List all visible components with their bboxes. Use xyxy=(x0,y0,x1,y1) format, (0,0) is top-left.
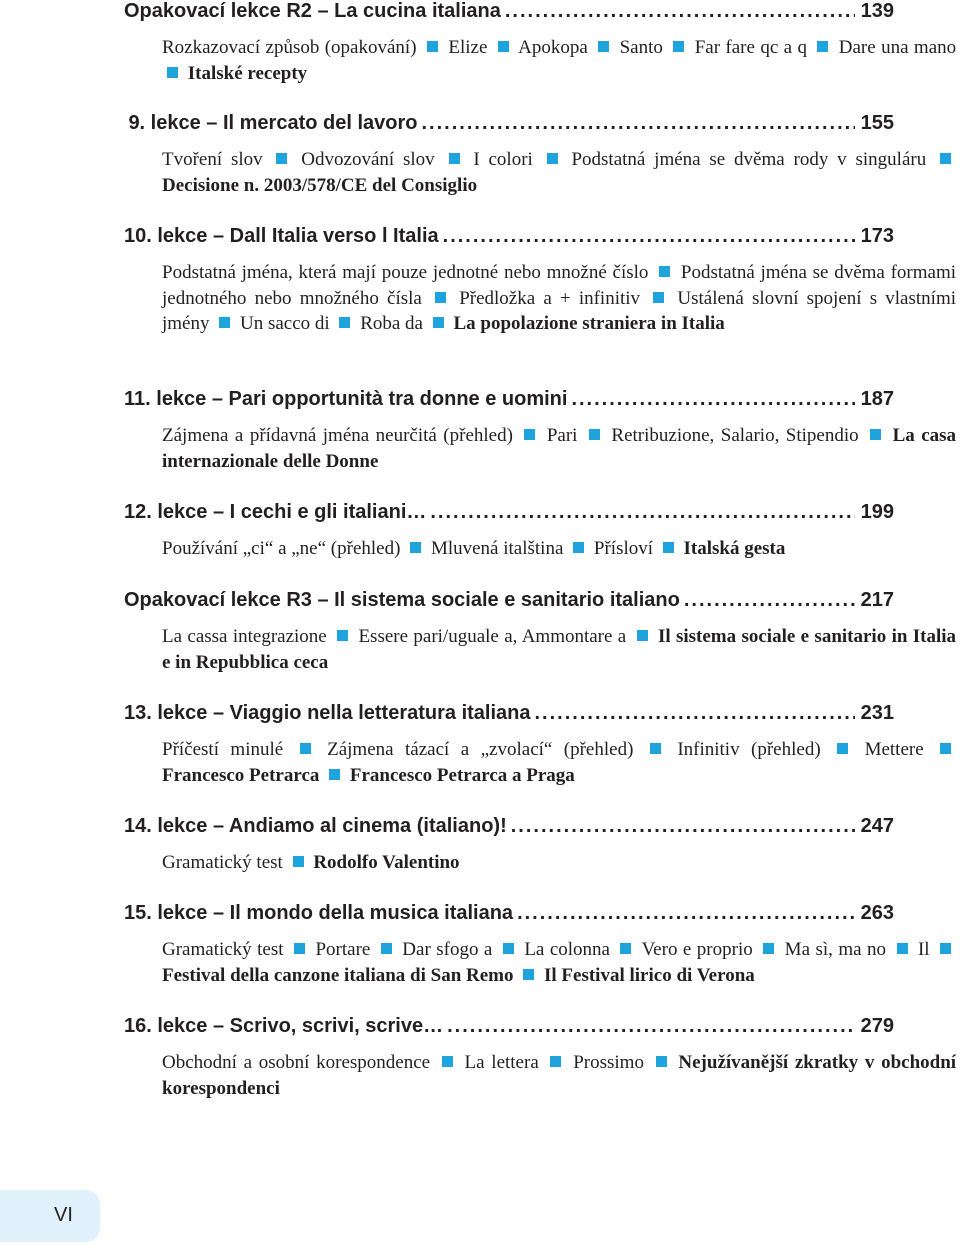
square-bullet-icon xyxy=(637,630,648,641)
topic-item: Předložka a + infinitiv xyxy=(459,287,641,309)
topic-item: La colonna xyxy=(524,939,610,960)
entry-title: 12. lekce – I cechi e gli italiani… xyxy=(124,501,427,523)
topic-item: Podstatná jména, která mají pouze jednotné nebo množné číslo xyxy=(162,262,649,283)
entry-topics xyxy=(162,147,956,198)
square-bullet-icon xyxy=(410,542,421,553)
square-bullet-icon xyxy=(339,317,350,328)
entry-topics xyxy=(162,260,956,337)
entry-title: 13. lekce – Viaggio nella letteratura italiana xyxy=(124,702,531,724)
square-bullet-icon xyxy=(523,969,534,980)
square-bullet-icon xyxy=(659,266,670,277)
square-bullet-icon xyxy=(598,41,609,52)
toc-entry-heading[interactable] xyxy=(124,388,894,416)
topic-item: Gramatický test xyxy=(162,939,284,960)
leader-dots xyxy=(534,702,854,725)
topic-item: Retribuzione, Salario, Stipendio xyxy=(611,425,859,446)
entry-topics xyxy=(162,850,956,876)
topic-item: Italská gesta xyxy=(683,538,786,559)
square-bullet-icon xyxy=(620,943,631,954)
topic-item: La popolazione straniera in Italia xyxy=(453,313,725,334)
leader-dots xyxy=(505,0,855,23)
entry-page-number: 263 xyxy=(860,902,894,924)
entry-title: 15. lekce – Il mondo della musica italiana xyxy=(124,902,514,924)
topic-item: La cassa integrazione xyxy=(162,626,327,647)
toc-entry-heading[interactable] xyxy=(124,589,894,617)
entry-page-number: 155 xyxy=(860,112,894,134)
topic-item: Il sistema sociale e sanitario in Italia e in Repubblica ceca xyxy=(162,626,957,673)
topic-item: Far fare qc a q xyxy=(694,37,807,58)
topic-item: Používání „ci“ a „ne“ (přehled) xyxy=(162,538,401,559)
leader-dots xyxy=(421,112,854,135)
topic-item: Odvozování slov xyxy=(301,149,435,170)
square-bullet-icon xyxy=(897,943,908,954)
square-bullet-icon xyxy=(653,292,664,303)
square-bullet-icon xyxy=(573,542,584,553)
square-bullet-icon xyxy=(940,743,951,754)
entry-title: Opakovací lekce R3 – Il sistema sociale e sanitario italiano xyxy=(124,589,680,611)
topic-item: Ustálená slovní spojení s vlastními jmény xyxy=(162,287,956,334)
toc-entry-heading[interactable] xyxy=(124,815,894,843)
topic-item: Mettere xyxy=(864,739,924,760)
leader-dots xyxy=(684,589,855,612)
square-bullet-icon xyxy=(940,153,951,164)
square-bullet-icon xyxy=(547,153,558,164)
entry-page-number: 279 xyxy=(860,1015,894,1037)
square-bullet-icon xyxy=(427,41,438,52)
entry-title: 10. lekce – Dall Italia verso l Italia xyxy=(124,225,439,247)
toc-entry-heading[interactable] xyxy=(124,902,894,930)
square-bullet-icon xyxy=(167,67,178,78)
topic-item: Rozkazovací způsob (opakování) xyxy=(162,37,417,58)
entry-title: 11. lekce – Pari opportunità tra donne e uomini xyxy=(124,388,568,410)
toc-entry-heading[interactable] xyxy=(124,702,894,730)
square-bullet-icon xyxy=(550,1056,561,1067)
entry-page-number: 187 xyxy=(860,388,894,410)
topic-item: Francesco Petrarca a Praga xyxy=(349,764,575,786)
topic-item: La casa internazionale delle Donne xyxy=(162,425,957,472)
topic-item: Italské recepty xyxy=(187,62,308,84)
topic-item: Dare una mano xyxy=(838,37,957,58)
leader-dots xyxy=(447,1015,855,1038)
square-bullet-icon xyxy=(276,153,287,164)
square-bullet-icon xyxy=(300,743,311,754)
square-bullet-icon xyxy=(337,630,348,641)
leader-dots xyxy=(517,902,855,925)
topic-item: Apokopa xyxy=(518,37,588,58)
topic-item: Santo xyxy=(619,37,663,58)
topic-item: Ma sì, ma no xyxy=(784,939,887,960)
topic-item: I colori xyxy=(473,149,533,170)
square-bullet-icon xyxy=(442,1056,453,1067)
topic-item: Gramatický test xyxy=(162,852,283,873)
topic-item: Mluvená italština xyxy=(430,538,564,559)
square-bullet-icon xyxy=(498,41,509,52)
square-bullet-icon xyxy=(817,41,828,52)
square-bullet-icon xyxy=(329,769,340,780)
toc-entry-heading[interactable] xyxy=(124,0,894,28)
topic-item: Zájmena tázací a „zvolací“ (přehled) xyxy=(327,739,634,760)
square-bullet-icon xyxy=(940,943,951,954)
leader-dots xyxy=(571,388,854,411)
toc-entry-heading[interactable] xyxy=(124,112,894,140)
topic-item: Rodolfo Valentino xyxy=(313,852,460,873)
topic-item: Elize xyxy=(448,37,488,58)
topic-item: Zájmena a přídavná jména neurčitá (přehled) xyxy=(162,425,513,446)
topic-item: Il xyxy=(917,939,930,960)
topic-item: Vero e proprio xyxy=(641,939,753,960)
entry-page-number: 139 xyxy=(860,0,894,22)
topic-item: Podstatná jména se dvěma formami jednotného nebo množného čísla xyxy=(162,262,956,309)
entry-topics xyxy=(162,1050,956,1101)
topic-item: Podstatná jména se dvěma rody v singuláru xyxy=(571,149,927,170)
entry-topics xyxy=(162,423,956,474)
topic-item: La lettera xyxy=(464,1052,539,1073)
topic-item: Decisione n. 2003/578/CE del Consiglio xyxy=(162,174,478,196)
entry-page-number: 199 xyxy=(860,501,894,523)
topic-item: Un sacco di xyxy=(240,313,330,334)
entry-page-number: 173 xyxy=(860,225,894,247)
square-bullet-icon xyxy=(433,317,444,328)
topic-item: Příčestí minulé xyxy=(162,739,284,760)
entry-topics xyxy=(162,737,956,788)
square-bullet-icon xyxy=(381,943,392,954)
entry-topics xyxy=(162,536,956,562)
topic-item: Dar sfogo a xyxy=(402,939,493,960)
square-bullet-icon xyxy=(656,1056,667,1067)
entry-title: 9. lekce – Il mercato del lavoro xyxy=(128,112,418,134)
topic-item: Roba da xyxy=(360,313,423,334)
topic-item: Nejužívanější zkratky v obchodní korespondenci xyxy=(162,1052,957,1099)
entry-topics xyxy=(162,624,956,675)
entry-page-number: 247 xyxy=(860,815,894,837)
topic-item: Francesco Petrarca xyxy=(162,764,320,786)
topic-item: Obchodní a osobní korespondence xyxy=(162,1052,431,1073)
toc-entry-heading[interactable] xyxy=(124,501,894,529)
page-number-label: VI xyxy=(54,1204,73,1226)
topic-item: Essere pari/uguale a, Ammontare a xyxy=(358,626,627,647)
leader-dots xyxy=(430,501,854,524)
square-bullet-icon xyxy=(449,153,460,164)
square-bullet-icon xyxy=(503,943,514,954)
square-bullet-icon xyxy=(650,743,661,754)
entry-page-number: 217 xyxy=(860,589,894,611)
topic-item: Infinitiv (přehled) xyxy=(677,739,821,760)
square-bullet-icon xyxy=(663,542,674,553)
square-bullet-icon xyxy=(294,943,305,954)
square-bullet-icon xyxy=(524,429,535,440)
topic-item: Portare xyxy=(315,939,371,960)
entry-page-number: 231 xyxy=(860,702,894,724)
square-bullet-icon xyxy=(763,943,774,954)
leader-dots xyxy=(511,815,855,838)
square-bullet-icon xyxy=(870,429,881,440)
toc-entry-heading[interactable] xyxy=(124,1015,894,1043)
topic-item: Přísloví xyxy=(593,538,654,559)
entry-title: 14. lekce – Andiamo al cinema (italiano)! xyxy=(124,815,507,837)
entry-title: 16. lekce – Scrivo, scrivi, scrive… xyxy=(124,1015,444,1037)
square-bullet-icon xyxy=(219,317,230,328)
toc-entry-heading[interactable] xyxy=(124,225,894,253)
topic-item: Il Festival lirico di Verona xyxy=(544,964,755,986)
entry-topics xyxy=(162,937,956,988)
square-bullet-icon xyxy=(293,856,304,867)
square-bullet-icon xyxy=(435,292,446,303)
leader-dots xyxy=(443,225,855,248)
topic-item: Prossimo xyxy=(573,1052,644,1073)
entry-title: Opakovací lekce R2 – La cucina italiana xyxy=(124,0,501,22)
topic-item: Tvoření slov xyxy=(162,149,263,170)
page-number-tab xyxy=(0,1190,100,1242)
topic-item: Pari xyxy=(546,425,578,446)
square-bullet-icon xyxy=(673,41,684,52)
topic-item: Festival della canzone italiana di San Remo xyxy=(162,964,514,986)
square-bullet-icon xyxy=(837,743,848,754)
entry-topics xyxy=(162,35,956,86)
square-bullet-icon xyxy=(589,429,600,440)
